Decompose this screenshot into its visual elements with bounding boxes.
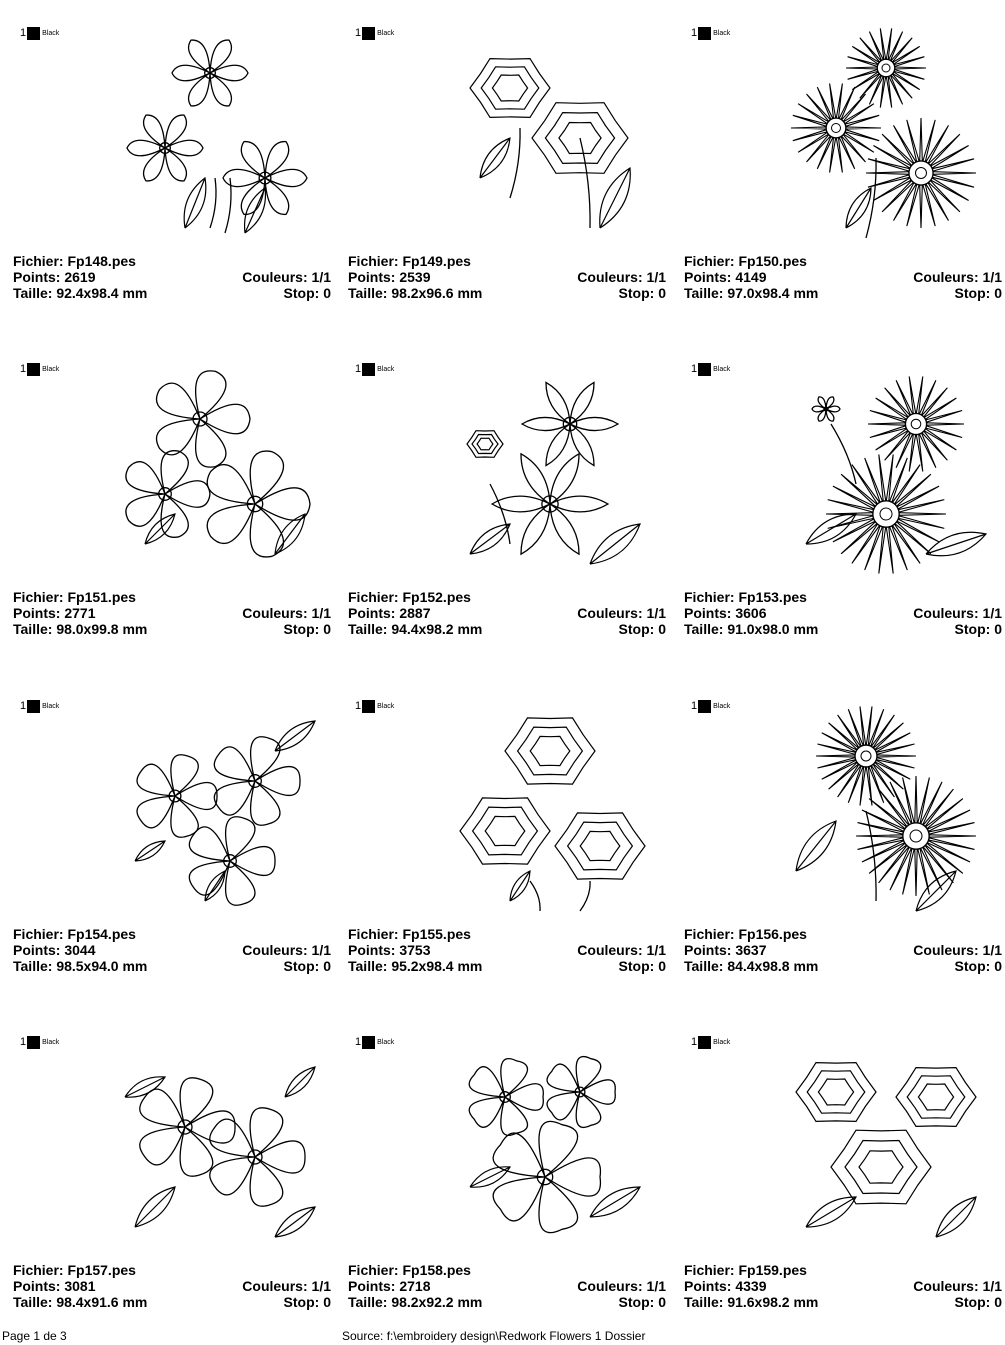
stop-line: [284, 958, 331, 974]
stop-value: 0: [658, 958, 666, 974]
file-line: [13, 1262, 136, 1278]
swatch-number: 1: [20, 363, 27, 375]
design-info: [348, 926, 666, 974]
file-line: [348, 926, 471, 942]
swatch-color-name: Black: [377, 365, 395, 373]
colors-value: 1/1: [982, 942, 1002, 958]
file-line: [348, 1262, 471, 1278]
points-value: 4339: [735, 1278, 767, 1294]
swatch-color-box: [698, 700, 711, 713]
size-line: [684, 621, 818, 637]
stop-line: [619, 958, 666, 974]
stop-label: Stop:: [283, 285, 320, 301]
design-info: [684, 1262, 1002, 1310]
points-label: Points:: [13, 605, 61, 621]
swatch-color-name: Black: [377, 702, 395, 710]
stop-label: Stop:: [283, 958, 320, 974]
size-value: 95.2x98.4 mm: [391, 958, 483, 974]
swatch-color-name: Black: [42, 702, 60, 710]
file-name: Fp154.pes: [67, 926, 136, 942]
points-line: [684, 1278, 767, 1294]
size-value: 98.0x99.8 mm: [56, 621, 148, 637]
size-value: 91.0x98.0 mm: [727, 621, 819, 637]
stop-value: 0: [323, 621, 331, 637]
color-swatch: [355, 362, 394, 376]
size-value: 98.2x96.6 mm: [391, 285, 483, 301]
color-swatch: [20, 362, 59, 376]
file-name: Fp149.pes: [402, 253, 471, 269]
points-value: 2539: [399, 269, 431, 285]
colors-value: 1/1: [646, 269, 666, 285]
swatch-number: 1: [691, 27, 698, 39]
points-line: [348, 942, 431, 958]
stop-label: Stop:: [954, 958, 991, 974]
design-info: [684, 589, 1002, 637]
stop-value: 0: [994, 621, 1002, 637]
size-line: [348, 958, 482, 974]
carnation-icon: [450, 701, 660, 916]
stop-line: [619, 285, 666, 301]
points-line: [684, 942, 767, 958]
stop-value: 0: [658, 1294, 666, 1310]
design-card-fp151[interactable]: [10, 336, 330, 646]
swatch-color-box: [362, 700, 375, 713]
file-line: [684, 589, 807, 605]
file-name: Fp159.pes: [738, 1262, 807, 1278]
colors-line: [577, 269, 666, 285]
swatch-color-box: [698, 1036, 711, 1049]
stop-value: 0: [658, 621, 666, 637]
file-name: Fp156.pes: [738, 926, 807, 942]
stop-value: 0: [658, 285, 666, 301]
swatch-color-box: [698, 363, 711, 376]
stop-value: 0: [994, 285, 1002, 301]
size-label: Taille:: [348, 1294, 388, 1310]
points-label: Points:: [684, 1278, 732, 1294]
stop-line: [284, 621, 331, 637]
size-line: [13, 1294, 147, 1310]
points-value: 2887: [399, 605, 431, 621]
swatch-color-name: Black: [713, 29, 731, 37]
swatch-color-name: Black: [42, 29, 60, 37]
color-swatch: [20, 699, 59, 713]
colors-line: [577, 605, 666, 621]
size-line: [348, 285, 482, 301]
stop-label: Stop:: [283, 621, 320, 637]
colors-line: [577, 942, 666, 958]
points-line: [684, 269, 767, 285]
design-info: [348, 1262, 666, 1310]
points-label: Points:: [348, 269, 396, 285]
colors-line: [913, 942, 1002, 958]
size-line: [684, 958, 818, 974]
swatch-number: 1: [20, 27, 27, 39]
size-label: Taille:: [684, 621, 724, 637]
swatch-color-box: [362, 27, 375, 40]
color-swatch: [355, 1035, 394, 1049]
points-value: 2771: [64, 605, 96, 621]
file-line: [684, 926, 807, 942]
color-swatch: [691, 362, 730, 376]
stop-label: Stop:: [954, 621, 991, 637]
size-label: Taille:: [348, 285, 388, 301]
colors-label: Couleurs:: [577, 1278, 643, 1294]
file-line: [684, 1262, 807, 1278]
points-line: [13, 269, 96, 285]
points-label: Points:: [13, 269, 61, 285]
swatch-number: 1: [691, 1036, 698, 1048]
colors-label: Couleurs:: [242, 1278, 308, 1294]
colors-label: Couleurs:: [242, 605, 308, 621]
file-line: [348, 589, 471, 605]
swatch-color-box: [27, 27, 40, 40]
daisy-icon: [786, 28, 996, 243]
size-label: Taille:: [684, 285, 724, 301]
design-card-fp156[interactable]: [681, 673, 1001, 983]
colors-value: 1/1: [311, 942, 331, 958]
size-value: 92.4x98.4 mm: [56, 285, 148, 301]
stop-line: [955, 958, 1002, 974]
hibiscus-icon: [115, 364, 325, 579]
points-label: Points:: [348, 605, 396, 621]
size-value: 94.4x98.2 mm: [391, 621, 483, 637]
stop-value: 0: [323, 958, 331, 974]
color-swatch: [355, 699, 394, 713]
design-card-fp150[interactable]: [681, 0, 1001, 310]
points-label: Points:: [684, 269, 732, 285]
size-label: Taille:: [684, 1294, 724, 1310]
points-value: 3637: [735, 942, 767, 958]
design-info: [684, 253, 1002, 301]
zinnia-icon: [786, 1037, 996, 1252]
points-label: Points:: [13, 942, 61, 958]
points-line: [13, 1278, 96, 1294]
file-label: Fichier:: [348, 253, 399, 269]
colors-label: Couleurs:: [577, 605, 643, 621]
swatch-color-box: [27, 1036, 40, 1049]
design-info: [684, 926, 1002, 974]
colors-label: Couleurs:: [242, 269, 308, 285]
colors-line: [577, 1278, 666, 1294]
swatch-color-name: Black: [713, 365, 731, 373]
points-value: 3044: [64, 942, 96, 958]
stop-line: [955, 1294, 1002, 1310]
petunia-icon: [450, 1037, 660, 1252]
sunflower-icon: [786, 701, 996, 916]
size-line: [13, 958, 147, 974]
file-name: Fp148.pes: [67, 253, 136, 269]
design-info: [13, 926, 331, 974]
colors-line: [242, 1278, 331, 1294]
stop-label: Stop:: [618, 621, 655, 637]
file-label: Fichier:: [13, 926, 64, 942]
design-info: [348, 253, 666, 301]
file-line: [13, 253, 136, 269]
points-label: Points:: [348, 942, 396, 958]
colors-label: Couleurs:: [913, 605, 979, 621]
stop-line: [284, 285, 331, 301]
file-label: Fichier:: [684, 926, 735, 942]
size-label: Taille:: [13, 621, 53, 637]
colors-line: [242, 605, 331, 621]
points-line: [348, 605, 431, 621]
color-swatch: [691, 26, 730, 40]
points-label: Points:: [684, 942, 732, 958]
stop-line: [955, 621, 1002, 637]
stop-line: [955, 285, 1002, 301]
colors-label: Couleurs:: [913, 942, 979, 958]
swatch-color-name: Black: [713, 1038, 731, 1046]
points-label: Points:: [348, 1278, 396, 1294]
file-label: Fichier:: [13, 253, 64, 269]
iris-icon: [450, 28, 660, 243]
color-swatch: [691, 699, 730, 713]
stop-line: [619, 621, 666, 637]
file-name: Fp158.pes: [402, 1262, 471, 1278]
size-label: Taille:: [13, 958, 53, 974]
swatch-color-box: [698, 27, 711, 40]
swatch-number: 1: [355, 700, 362, 712]
swatch-number: 1: [355, 1036, 362, 1048]
file-name: Fp151.pes: [67, 589, 136, 605]
apple-blossom-icon: [115, 1037, 325, 1252]
design-info: [13, 253, 331, 301]
points-line: [13, 942, 96, 958]
file-name: Fp155.pes: [402, 926, 471, 942]
size-line: [684, 285, 818, 301]
colors-line: [242, 269, 331, 285]
size-value: 98.2x92.2 mm: [391, 1294, 483, 1310]
size-label: Taille:: [348, 621, 388, 637]
swatch-color-name: Black: [377, 1038, 395, 1046]
points-value: 2718: [399, 1278, 431, 1294]
colors-line: [913, 269, 1002, 285]
source-path: Source: f:\embroidery design\Redwork Flowers 1 Dossier: [342, 1329, 646, 1343]
color-swatch: [20, 1035, 59, 1049]
colors-value: 1/1: [646, 942, 666, 958]
size-value: 97.0x98.4 mm: [727, 285, 819, 301]
blossom-icon: [115, 701, 325, 916]
stop-label: Stop:: [618, 285, 655, 301]
file-line: [13, 926, 136, 942]
size-value: 84.4x98.8 mm: [727, 958, 819, 974]
size-line: [684, 1294, 818, 1310]
size-label: Taille:: [684, 958, 724, 974]
swatch-number: 1: [20, 700, 27, 712]
stop-value: 0: [994, 1294, 1002, 1310]
points-value: 4149: [735, 269, 767, 285]
file-label: Fichier:: [684, 1262, 735, 1278]
size-line: [348, 1294, 482, 1310]
points-label: Points:: [684, 605, 732, 621]
design-card-fp154[interactable]: [10, 673, 330, 983]
file-line: [684, 253, 807, 269]
size-line: [348, 621, 482, 637]
colors-value: 1/1: [982, 269, 1002, 285]
colors-label: Couleurs:: [913, 1278, 979, 1294]
color-swatch: [691, 1035, 730, 1049]
colors-value: 1/1: [311, 269, 331, 285]
swatch-number: 1: [20, 1036, 27, 1048]
points-value: 3753: [399, 942, 431, 958]
design-card-fp153[interactable]: [681, 336, 1001, 646]
size-label: Taille:: [348, 958, 388, 974]
design-info: [13, 589, 331, 637]
size-value: 98.5x94.0 mm: [56, 958, 148, 974]
points-line: [348, 269, 431, 285]
points-value: 2619: [64, 269, 96, 285]
design-info: [13, 1262, 331, 1310]
swatch-color-box: [362, 1036, 375, 1049]
points-line: [348, 1278, 431, 1294]
design-card-fp149[interactable]: [345, 0, 665, 310]
swatch-color-box: [362, 363, 375, 376]
colors-value: 1/1: [646, 1278, 666, 1294]
design-info: [348, 589, 666, 637]
file-line: [348, 253, 471, 269]
colors-value: 1/1: [311, 1278, 331, 1294]
file-label: Fichier:: [684, 253, 735, 269]
swatch-color-name: Black: [42, 365, 60, 373]
file-label: Fichier:: [348, 926, 399, 942]
daffodil-icon: [115, 28, 325, 243]
points-line: [684, 605, 767, 621]
file-name: Fp150.pes: [738, 253, 807, 269]
size-value: 91.6x98.2 mm: [727, 1294, 819, 1310]
swatch-color-name: Black: [377, 29, 395, 37]
lily-icon: [450, 364, 660, 579]
size-line: [13, 285, 147, 301]
swatch-color-box: [27, 363, 40, 376]
colors-label: Couleurs:: [242, 942, 308, 958]
stop-value: 0: [994, 958, 1002, 974]
stop-label: Stop:: [954, 285, 991, 301]
swatch-color-box: [27, 700, 40, 713]
colors-label: Couleurs:: [577, 942, 643, 958]
swatch-color-name: Black: [42, 1038, 60, 1046]
stop-value: 0: [323, 285, 331, 301]
stop-value: 0: [323, 1294, 331, 1310]
design-card-fp158[interactable]: [345, 1009, 665, 1319]
page-number: Page 1 de 3: [2, 1329, 67, 1343]
file-label: Fichier:: [684, 589, 735, 605]
file-label: Fichier:: [13, 589, 64, 605]
design-card-fp157[interactable]: [10, 1009, 330, 1319]
swatch-number: 1: [355, 363, 362, 375]
colors-label: Couleurs:: [577, 269, 643, 285]
design-card-fp159[interactable]: [681, 1009, 1001, 1319]
file-label: Fichier:: [348, 1262, 399, 1278]
aster-icon: [786, 364, 996, 579]
points-label: Points:: [13, 1278, 61, 1294]
file-label: Fichier:: [13, 1262, 64, 1278]
swatch-number: 1: [691, 700, 698, 712]
stop-label: Stop:: [618, 958, 655, 974]
file-label: Fichier:: [348, 589, 399, 605]
stop-label: Stop:: [954, 1294, 991, 1310]
points-value: 3606: [735, 605, 767, 621]
file-name: Fp157.pes: [67, 1262, 136, 1278]
color-swatch: [355, 26, 394, 40]
file-name: Fp153.pes: [738, 589, 807, 605]
colors-value: 1/1: [982, 1278, 1002, 1294]
points-line: [13, 605, 96, 621]
colors-value: 1/1: [311, 605, 331, 621]
stop-line: [619, 1294, 666, 1310]
colors-line: [913, 605, 1002, 621]
stop-label: Stop:: [283, 1294, 320, 1310]
swatch-number: 1: [691, 363, 698, 375]
points-value: 3081: [64, 1278, 96, 1294]
stop-label: Stop:: [618, 1294, 655, 1310]
file-line: [13, 589, 136, 605]
swatch-number: 1: [355, 27, 362, 39]
size-label: Taille:: [13, 1294, 53, 1310]
design-card-fp155[interactable]: [345, 673, 665, 983]
colors-value: 1/1: [982, 605, 1002, 621]
size-line: [13, 621, 147, 637]
colors-label: Couleurs:: [913, 269, 979, 285]
colors-line: [242, 942, 331, 958]
design-card-fp152[interactable]: [345, 336, 665, 646]
file-name: Fp152.pes: [402, 589, 471, 605]
colors-value: 1/1: [646, 605, 666, 621]
swatch-color-name: Black: [713, 702, 731, 710]
stop-line: [284, 1294, 331, 1310]
colors-line: [913, 1278, 1002, 1294]
color-swatch: [20, 26, 59, 40]
design-card-fp148[interactable]: [10, 0, 330, 310]
size-value: 98.4x91.6 mm: [56, 1294, 148, 1310]
size-label: Taille:: [13, 285, 53, 301]
